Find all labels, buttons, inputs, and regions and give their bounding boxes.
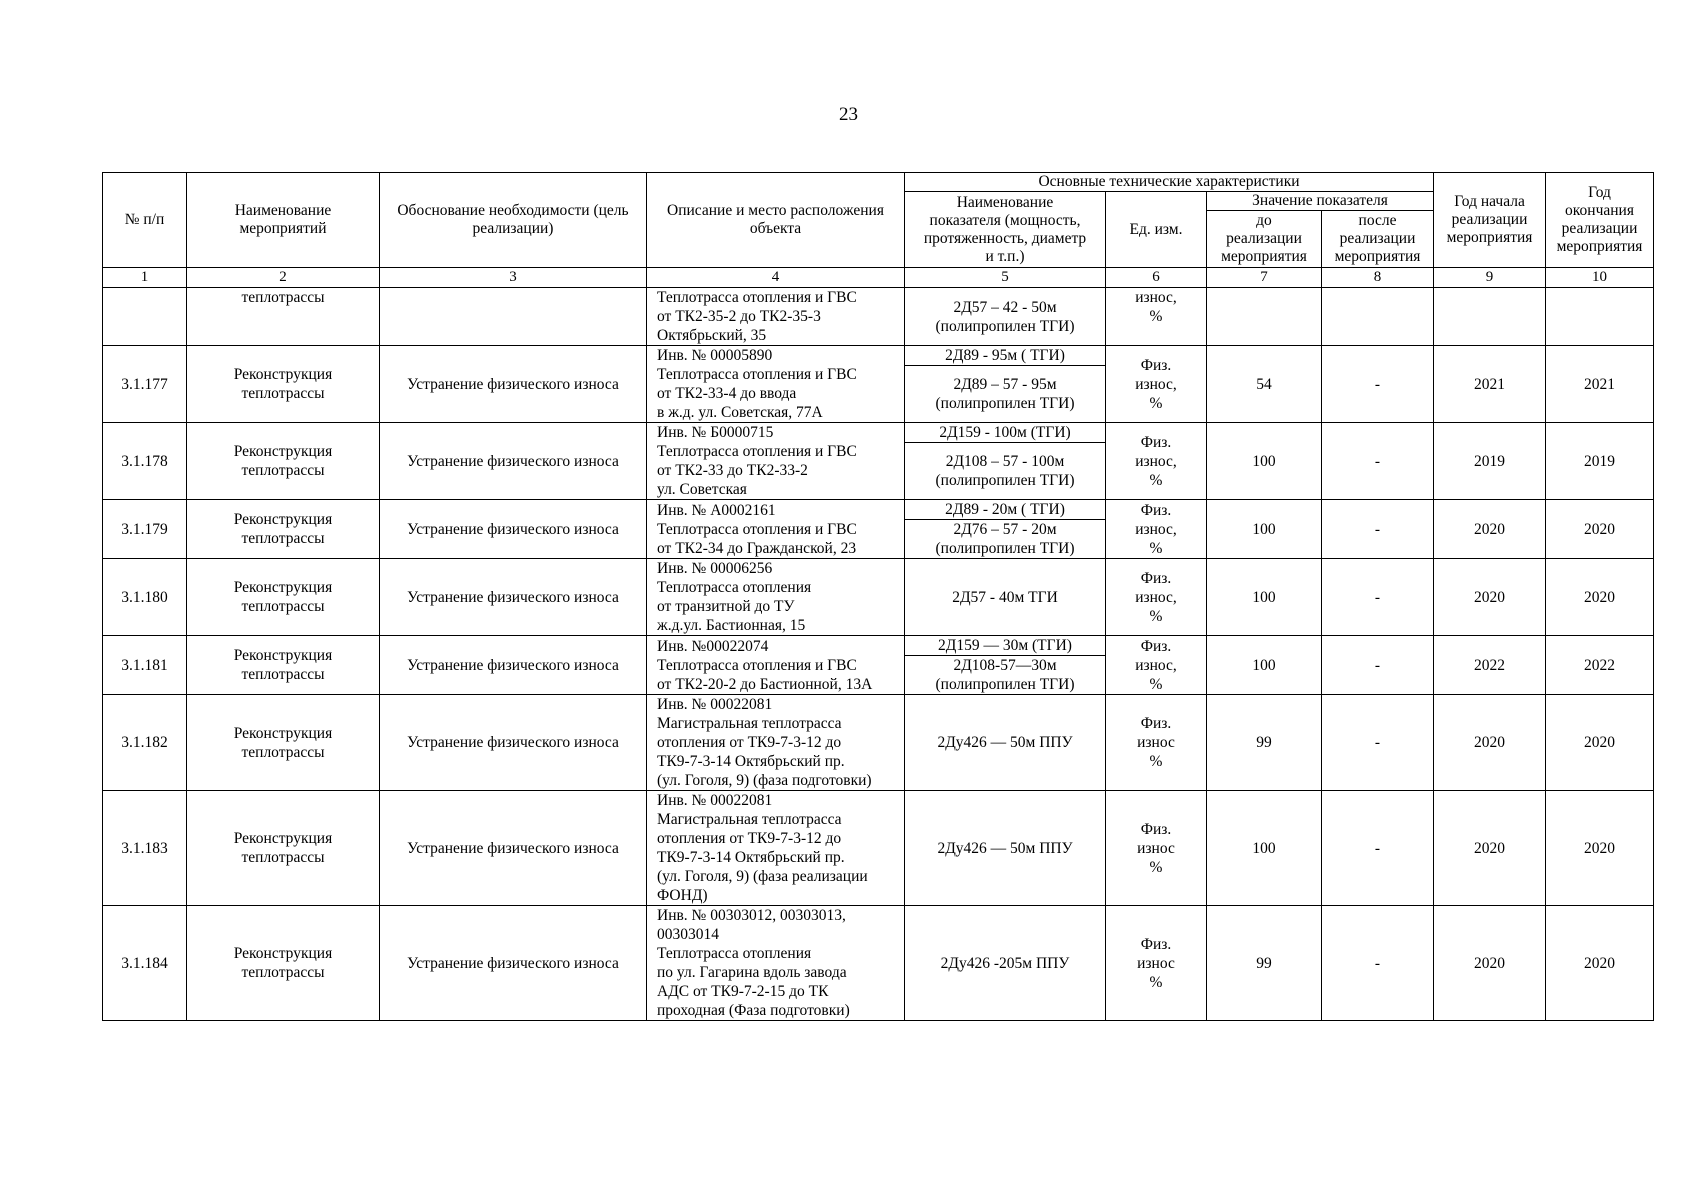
row-start-year: 2019 — [1434, 423, 1546, 500]
column-number: 9 — [1434, 268, 1546, 288]
row-end-year: 2020 — [1546, 906, 1654, 1021]
row-number: 3.1.180 — [103, 559, 187, 636]
column-number: 4 — [647, 268, 905, 288]
row-measure-name: Реконструкция теплотрассы — [187, 636, 380, 695]
row-description: Инв. № Б0000715 Теплотрасса отопления и ГВС от ТК2-33 до ТК2-33-2 ул. Советская — [647, 423, 905, 500]
row-description: Инв. №00022074 Теплотрасса отопления и ГВС от ТК2-20-2 до Бастионной, 13А — [647, 636, 905, 695]
row-indicator: 2Д89 - 95м ( ТГИ) — [905, 346, 1106, 366]
row-value-after: - — [1322, 346, 1434, 423]
row-indicator: 2Ду426 -205м ППУ — [905, 906, 1106, 1021]
header-group-value: Значение показателя — [1207, 192, 1434, 211]
row-description: Теплотрасса отопления и ГВС от ТК2-35-2 до ТК2-35-3 Октябрьский, 35 — [647, 288, 905, 346]
row-unit: Физ. износ, % — [1106, 423, 1207, 500]
row-unit: износ, % — [1106, 288, 1207, 346]
column-number: 6 — [1106, 268, 1207, 288]
table-row — [103, 906, 1654, 1021]
row-value-before: 100 — [1207, 559, 1322, 636]
row-end-year: 2019 — [1546, 423, 1654, 500]
row-description: Инв. № 00005890 Теплотрасса отопления и ГВС от ТК2-33-4 до ввода в ж.д. ул. Советская, 77А — [647, 346, 905, 423]
row-end-year: 2020 — [1546, 695, 1654, 791]
row-measure-name: Реконструкция теплотрассы — [187, 346, 380, 423]
row-number: 3.1.178 — [103, 423, 187, 500]
row-reason: Устранение физического износа — [380, 423, 647, 500]
row-value-after: - — [1322, 695, 1434, 791]
row-value-after: - — [1322, 906, 1434, 1021]
row-unit: Физ. износ % — [1106, 791, 1207, 906]
header-description: Описание и место расположения объекта — [647, 173, 905, 268]
table-row — [103, 288, 1654, 346]
table-row — [103, 500, 1654, 520]
row-end-year — [1546, 288, 1654, 346]
column-numbers-row — [103, 268, 1654, 288]
row-description: Инв. № А0002161 Теплотрасса отопления и ГВС от ТК2-34 до Гражданской, 23 — [647, 500, 905, 559]
row-unit: Физ. износ % — [1106, 695, 1207, 791]
row-value-after: - — [1322, 791, 1434, 906]
row-reason: Устранение физического износа — [380, 636, 647, 695]
row-value-before: 100 — [1207, 636, 1322, 695]
row-unit: Физ. износ, % — [1106, 559, 1207, 636]
header-after: после реализации мероприятия — [1322, 211, 1434, 268]
row-number: 3.1.183 — [103, 791, 187, 906]
row-value-after: - — [1322, 559, 1434, 636]
row-indicator: 2Ду426 — 50м ППУ — [905, 695, 1106, 791]
row-indicator: 2Д108 – 57 - 100м (полипропилен ТГИ) — [905, 443, 1106, 500]
header-num: № п/п — [103, 173, 187, 268]
header-group-main: Основные технические характеристики — [905, 173, 1434, 192]
row-reason: Устранение физического износа — [380, 695, 647, 791]
row-unit: Физ. износ % — [1106, 906, 1207, 1021]
column-number: 3 — [380, 268, 647, 288]
table-row — [103, 695, 1654, 791]
column-number: 1 — [103, 268, 187, 288]
row-indicator: 2Д89 – 57 - 95м (полипропилен ТГИ) — [905, 366, 1106, 423]
measures-table — [102, 172, 1654, 1021]
row-number: 3.1.184 — [103, 906, 187, 1021]
row-indicator: 2Д159 — 30м (ТГИ) — [905, 636, 1106, 656]
header-before: до реализации мероприятия — [1207, 211, 1322, 268]
row-measure-name: теплотрассы — [187, 288, 380, 346]
row-value-before: 100 — [1207, 500, 1322, 559]
row-indicator: 2Д159 - 100м (ТГИ) — [905, 423, 1106, 443]
row-description: Инв. № 00303012, 00303013, 00303014 Теплотрасса отопления по ул. Гагарина вдоль завода АДС от ТК9-7-2-15 до ТК проходная (Фаза подготовки) — [647, 906, 905, 1021]
row-start-year: 2020 — [1434, 791, 1546, 906]
row-number: 3.1.182 — [103, 695, 187, 791]
row-measure-name: Реконструкция теплотрассы — [187, 791, 380, 906]
row-measure-name: Реконструкция теплотрассы — [187, 906, 380, 1021]
row-end-year: 2022 — [1546, 636, 1654, 695]
row-measure-name: Реконструкция теплотрассы — [187, 695, 380, 791]
row-start-year: 2020 — [1434, 559, 1546, 636]
row-unit: Физ. износ, % — [1106, 636, 1207, 695]
row-reason: Устранение физического износа — [380, 500, 647, 559]
row-value-after: - — [1322, 423, 1434, 500]
row-value-before: 100 — [1207, 791, 1322, 906]
table-row — [103, 559, 1654, 636]
row-indicator: 2Д76 – 57 - 20м (полипропилен ТГИ) — [905, 520, 1106, 559]
row-indicator: 2Д57 – 42 - 50м (полипропилен ТГИ) — [905, 288, 1106, 346]
row-end-year: 2020 — [1546, 791, 1654, 906]
row-start-year: 2022 — [1434, 636, 1546, 695]
table-row — [103, 791, 1654, 906]
row-end-year: 2020 — [1546, 500, 1654, 559]
row-description: Инв. № 00022081 Магистральная теплотрасса отопления от ТК9-7-3-12 до ТК9-7-3-14 Октябрьский пр. (ул. Гоголя, 9) (фаза реализации ФОНД) — [647, 791, 905, 906]
row-value-before: 100 — [1207, 423, 1322, 500]
column-number: 5 — [905, 268, 1106, 288]
row-number — [103, 288, 187, 346]
row-reason — [380, 288, 647, 346]
table-row — [103, 346, 1654, 366]
row-unit: Физ. износ, % — [1106, 500, 1207, 559]
row-reason: Устранение физического износа — [380, 791, 647, 906]
row-indicator: 2Д57 - 40м ТГИ — [905, 559, 1106, 636]
row-value-before — [1207, 288, 1322, 346]
table-header — [103, 173, 1654, 288]
row-start-year: 2021 — [1434, 346, 1546, 423]
row-value-after: - — [1322, 500, 1434, 559]
row-indicator: 2Д108-57—30м (полипропилен ТГИ) — [905, 656, 1106, 695]
row-unit: Физ. износ, % — [1106, 346, 1207, 423]
row-value-before: 99 — [1207, 695, 1322, 791]
table-body — [103, 288, 1654, 1021]
row-number: 3.1.181 — [103, 636, 187, 695]
row-end-year: 2020 — [1546, 559, 1654, 636]
row-start-year — [1434, 288, 1546, 346]
header-unit: Ед. изм. — [1106, 192, 1207, 268]
table-row — [103, 423, 1654, 443]
column-number: 7 — [1207, 268, 1322, 288]
row-indicator: 2Ду426 — 50м ППУ — [905, 791, 1106, 906]
table-row — [103, 636, 1654, 656]
row-description: Инв. № 00022081 Магистральная теплотрасса отопления от ТК9-7-3-12 до ТК9-7-3-14 Октябрьский пр. (ул. Гоголя, 9) (фаза подготовки) — [647, 695, 905, 791]
row-value-before: 99 — [1207, 906, 1322, 1021]
row-end-year: 2021 — [1546, 346, 1654, 423]
row-description: Инв. № 00006256 Теплотрасса отопления от транзитной до ТУ ж.д.ул. Бастионная, 15 — [647, 559, 905, 636]
header-reason: Обоснование необходимости (цель реализации) — [380, 173, 647, 268]
column-number: 8 — [1322, 268, 1434, 288]
row-indicator: 2Д89 - 20м ( ТГИ) — [905, 500, 1106, 520]
row-number: 3.1.179 — [103, 500, 187, 559]
header-indicator: Наименование показателя (мощность, протяженность, диаметр и т.п.) — [905, 192, 1106, 268]
row-value-after: - — [1322, 636, 1434, 695]
column-number: 10 — [1546, 268, 1654, 288]
header-start-year: Год начала реализации мероприятия — [1434, 173, 1546, 268]
row-reason: Устранение физического износа — [380, 346, 647, 423]
row-value-after — [1322, 288, 1434, 346]
column-number: 2 — [187, 268, 380, 288]
row-measure-name: Реконструкция теплотрассы — [187, 559, 380, 636]
header-end-year: Год окончания реализации мероприятия — [1546, 173, 1654, 268]
row-value-before: 54 — [1207, 346, 1322, 423]
page-number: 23 — [839, 104, 858, 125]
row-number: 3.1.177 — [103, 346, 187, 423]
row-start-year: 2020 — [1434, 695, 1546, 791]
row-start-year: 2020 — [1434, 906, 1546, 1021]
row-measure-name: Реконструкция теплотрассы — [187, 500, 380, 559]
row-measure-name: Реконструкция теплотрассы — [187, 423, 380, 500]
header-name: Наименование мероприятий — [187, 173, 380, 268]
row-reason: Устранение физического износа — [380, 906, 647, 1021]
row-reason: Устранение физического износа — [380, 559, 647, 636]
row-start-year: 2020 — [1434, 500, 1546, 559]
